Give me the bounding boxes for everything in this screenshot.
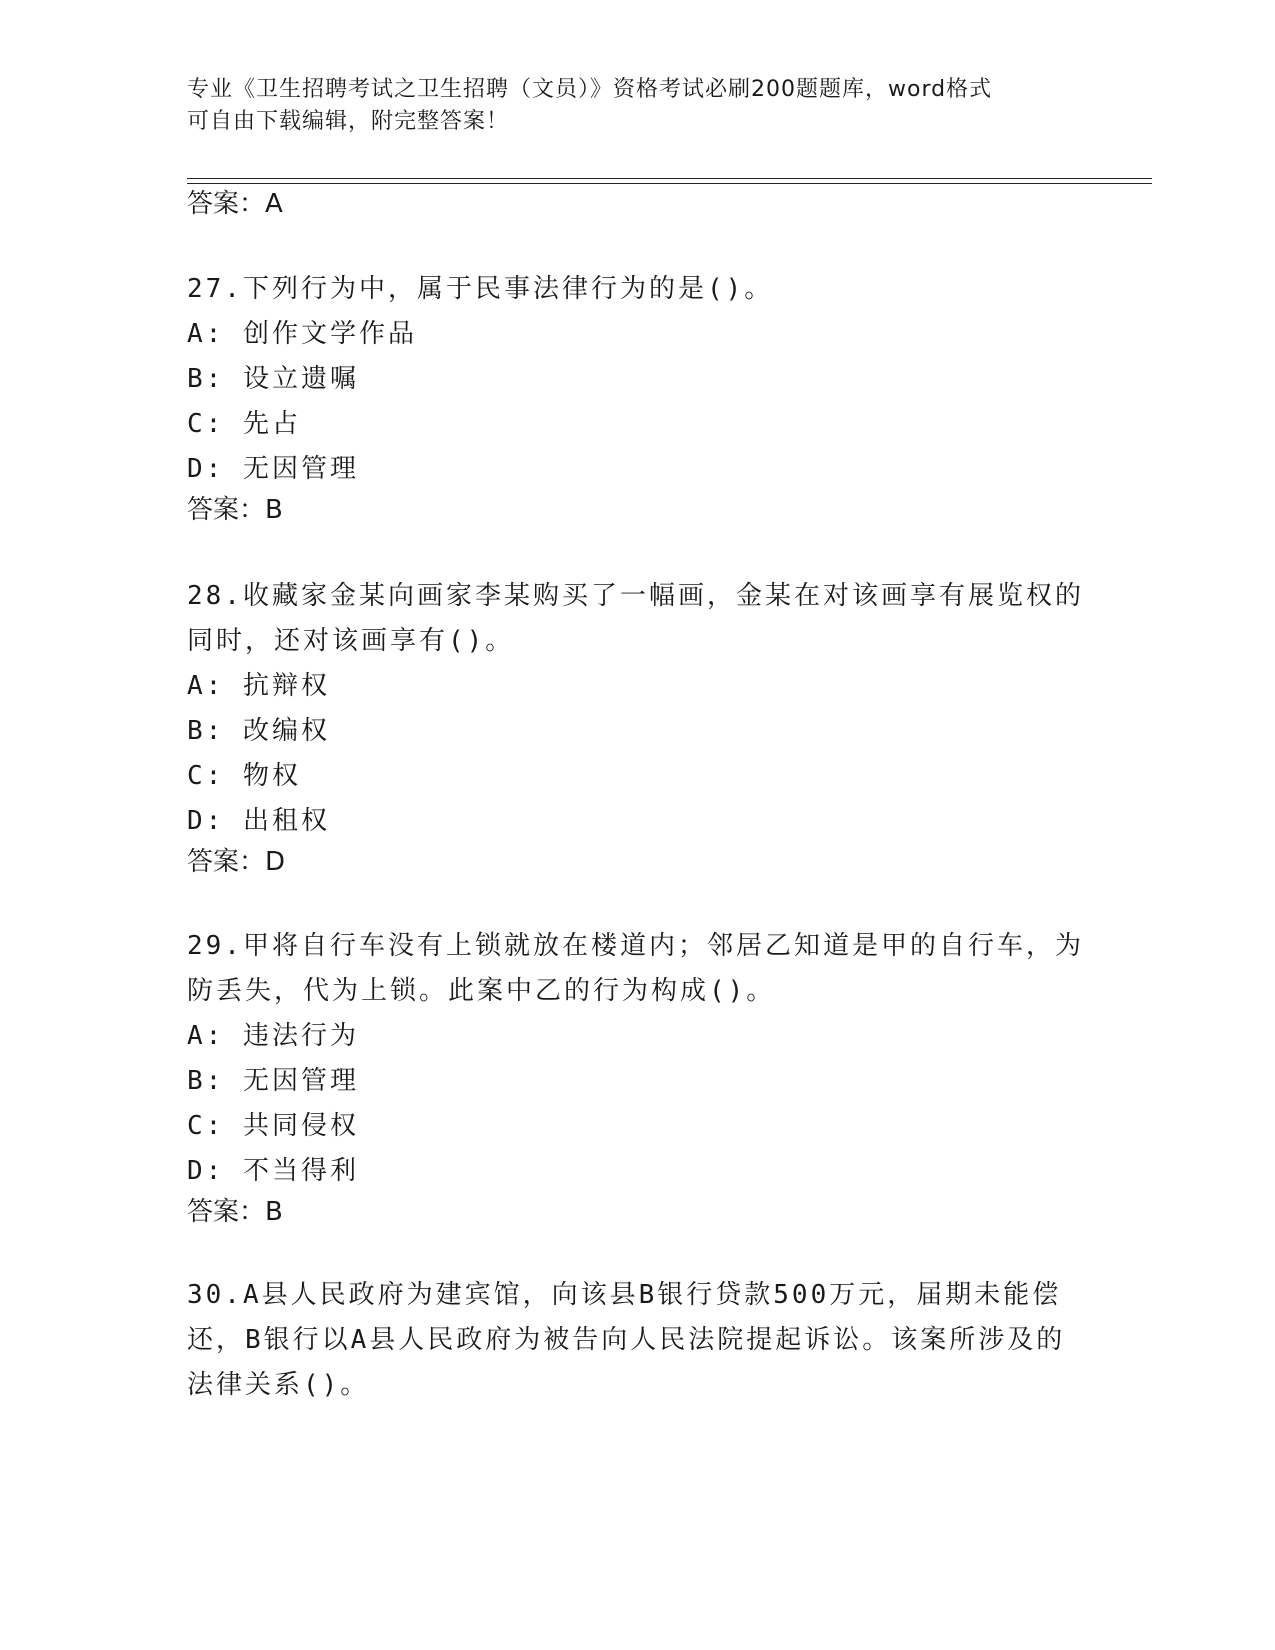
option-d: D: 出租权 xyxy=(187,806,330,836)
question-28 xyxy=(187,574,1087,880)
question-27 xyxy=(187,267,1087,528)
option-d: D: 不当得利 xyxy=(187,1156,359,1186)
option-c: C: 物权 xyxy=(187,761,301,791)
header-rule-bottom xyxy=(187,183,1152,184)
question-text-line-1: 30.A县人民政府为建宾馆，向该县B银行贷款500万元，届期未能偿 xyxy=(187,1280,1062,1310)
question-text-line-2: 同时，还对该画享有()。 xyxy=(187,626,515,656)
answer-label: 答案：B xyxy=(187,1197,283,1227)
question-text-line-2: 还，B银行以A县人民政府为被告向人民法院提起诉讼。该案所涉及的 xyxy=(187,1325,1066,1355)
answer-label: 答案：A xyxy=(187,189,283,219)
option-b: B: 无因管理 xyxy=(187,1066,359,1096)
answer-label: 答案：D xyxy=(187,847,286,877)
document-header xyxy=(187,74,1067,138)
option-c: C: 共同侵权 xyxy=(187,1111,359,1141)
option-b: B: 设立遗嘱 xyxy=(187,364,359,394)
option-c: C: 先占 xyxy=(187,409,301,439)
option-a: A: 抗辩权 xyxy=(187,671,330,701)
option-d: D: 无因管理 xyxy=(187,454,359,484)
question-30 xyxy=(187,1273,1087,1408)
question-text-line-1: 29.甲将自行车没有上锁就放在楼道内；邻居乙知道是甲的自行车，为 xyxy=(187,931,1084,961)
option-b: B: 改编权 xyxy=(187,716,330,746)
question-text-line-3: 法律关系()。 xyxy=(187,1370,370,1400)
question-29 xyxy=(187,924,1087,1230)
question-text-line-2: 防丢失，代为上锁。此案中乙的行为构成()。 xyxy=(187,976,776,1006)
question-text: 27.下列行为中，属于民事法律行为的是()。 xyxy=(187,274,774,304)
header-rule-top xyxy=(187,178,1152,179)
option-a: A: 创作文学作品 xyxy=(187,319,417,349)
question-text-line-1: 28.收藏家金某向画家李某购买了一幅画，金某在对该画享有展览权的 xyxy=(187,581,1084,611)
answer-label: 答案：B xyxy=(187,495,283,525)
previous-answer-block xyxy=(187,186,1087,222)
header-line-2: 可自由下载编辑，附完整答案！ xyxy=(187,109,510,134)
option-a: A: 违法行为 xyxy=(187,1021,359,1051)
header-line-1: 专业《卫生招聘考试之卫生招聘（文员）》资格考试必刷200题题库，word格式 xyxy=(187,77,993,102)
